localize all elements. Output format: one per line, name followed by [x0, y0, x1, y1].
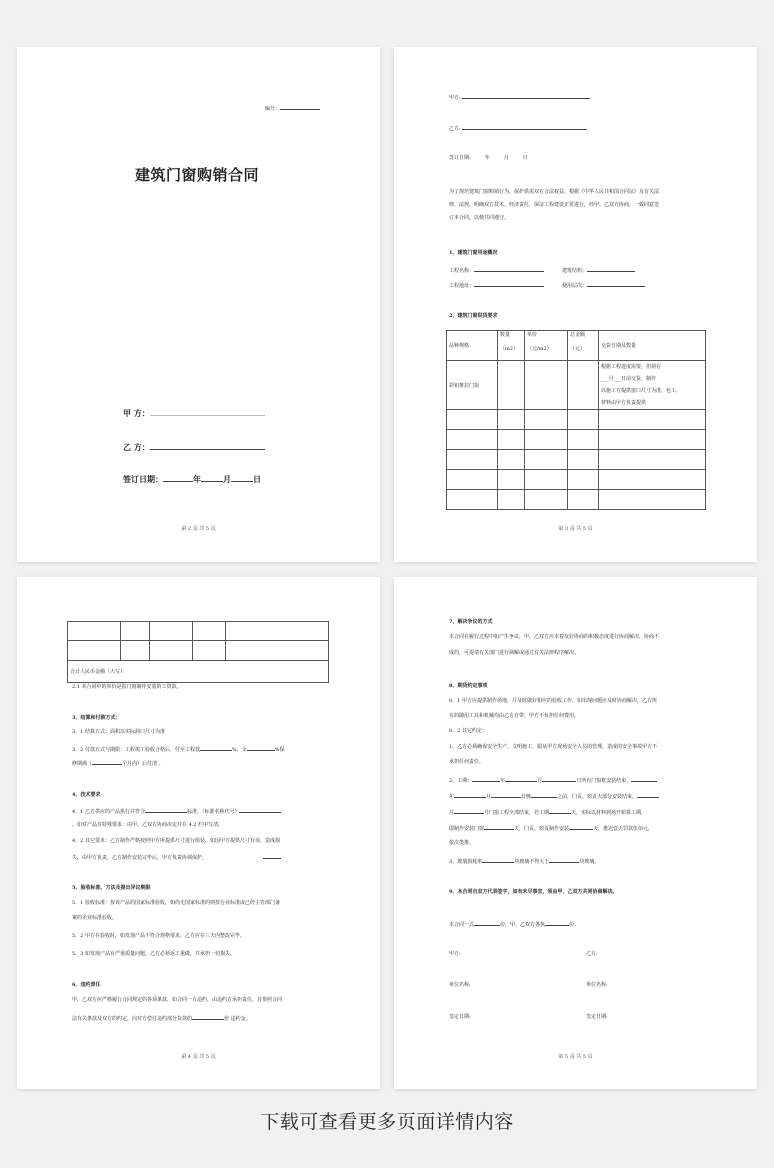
- header-text: 数量: [500, 332, 511, 338]
- date-blank: [542, 776, 576, 782]
- s4-1-line2: ，如对产品有特殊要求：由甲、乙双方协商决定并在 4.2 栏中写清。: [72, 822, 224, 828]
- s8-2-1-line2: 承担任何责任。: [449, 759, 485, 765]
- party-a-label: 甲方:: [449, 95, 461, 101]
- glass-text: 块玻璃不得大于: [514, 859, 550, 865]
- table-cell: [568, 490, 599, 510]
- schedule-text: 年: [500, 778, 506, 784]
- table-cell: [525, 430, 568, 450]
- party-a-row: [123, 408, 265, 419]
- schedule-text: 月: [449, 810, 455, 816]
- party-b-label: 乙 方：: [123, 442, 150, 452]
- project-address-blank: [474, 281, 544, 287]
- s8-1-line1: 8．1 甲方应提供制作场地，并及时做好相应的验收工作，如出现问题应及时协商解决，乙方所: [449, 698, 657, 704]
- party-b-blank: [150, 444, 265, 450]
- table-header-cell: 交货日期及数量: [599, 331, 706, 361]
- table-cell: [525, 470, 568, 490]
- table-header-row: [447, 331, 706, 361]
- table-cell: [68, 622, 121, 641]
- s8-2-2-line1: [449, 776, 657, 785]
- s5-2: 5．2 甲方在验收时，如发现产品不符合规格要求，乙方应在三天内整改完毕。: [72, 933, 245, 939]
- section-9: 9、本合同自双方代表签字，如有未尽事宜，须由甲、乙双方共同协商解决。: [449, 889, 618, 895]
- intro-paragraph: [449, 186, 659, 225]
- day-blank: [231, 476, 253, 482]
- section-3-title: 3、结算和付款方式：: [72, 715, 121, 721]
- s3-2-text: 个月内）后付清 。: [122, 761, 164, 767]
- table-header-cell: [498, 331, 525, 361]
- table-cell: [599, 430, 706, 450]
- building-structure-blank: [587, 266, 635, 272]
- s4-text: 失，由甲方负责，乙方制作安装完毕后，甲方负责协调保护。: [72, 855, 208, 861]
- page-five: [394, 577, 757, 1089]
- table-cell: [150, 641, 193, 661]
- contract-number-row: [265, 104, 320, 113]
- table-cell: [525, 410, 568, 430]
- schedule-text: 即制作安装门窗: [449, 826, 485, 832]
- supply-table-continued: [67, 621, 329, 683]
- month-blank: [201, 476, 223, 482]
- s4-1-line1: [72, 807, 281, 816]
- building-structure-label: 建筑结构：: [562, 268, 588, 274]
- table-cell: [568, 361, 599, 410]
- delivery-note-line: 根据工程进度需要，但须在: [601, 364, 662, 370]
- project-name-label: 工程名称：: [449, 268, 475, 274]
- s8-2-2-line5: 依次类推。: [449, 840, 475, 846]
- copies-text: 本合同一式: [449, 922, 475, 928]
- days-blank: [569, 824, 593, 830]
- year-blank: [163, 476, 193, 482]
- s3-2-text: 3．2 付款方式与期限：工程竣工验收合格后，付至工程款: [72, 747, 200, 753]
- table-cell: [568, 430, 599, 450]
- contract-title: 建筑门窗购销合同: [135, 166, 260, 184]
- schedule-text: 日晚: [521, 794, 532, 800]
- usage-floor-label: 使用层次：: [562, 283, 588, 289]
- copies-text: 份，甲、乙双方各执: [500, 922, 546, 928]
- sign-unit-a: 单位名称:: [449, 982, 471, 988]
- usage-floor-blank: [587, 281, 645, 287]
- intro-line-2: 律、法规，明确双方技术、经济责任，保证工程建设正常进行，经甲、乙双方协商，一致同意签: [449, 202, 660, 208]
- party-a-row: [449, 93, 590, 102]
- table-row: [68, 622, 329, 641]
- days-blank: [549, 808, 571, 814]
- table-cell: [193, 622, 226, 641]
- sign-unit-b: 单位名称:: [586, 982, 608, 988]
- table-cell: [599, 361, 706, 410]
- table-cell: [121, 622, 150, 641]
- table-cell: [599, 410, 706, 430]
- intro-line-1: 为了规范建筑门窗购销行为，保护供需双方合法权益，根据《中华人民共和国合同法》及有关法: [449, 189, 660, 195]
- table-cell: [226, 622, 329, 641]
- s6-text: 法有关条款及双方的约定，向对方偿付违约部分货款的: [72, 1016, 193, 1022]
- copies-text: 份。: [569, 922, 580, 928]
- table-row: [447, 450, 706, 470]
- schedule-text: 日所有门窗框安装结束，: [576, 778, 632, 784]
- s5-1-line1: 5．1 验收标准：按该产品的国家标准验收，如尚无国家标准的则按行业标准或已经主管部门备: [72, 900, 280, 906]
- s3-2-text: %，余: [231, 747, 247, 753]
- s8-2-2-line2: [449, 792, 659, 801]
- s4-2-line1: 4．2 其它要求：乙方制作严格按照甲方所提供尺寸进行组装，如因甲方提供尺寸有误，造成损: [72, 838, 280, 844]
- delivery-note-line: 材料由甲方负责提供: [601, 400, 647, 406]
- table-cell: [498, 470, 525, 490]
- month-label: 月: [503, 155, 509, 161]
- usage-floor-row: [562, 281, 645, 290]
- copies-blank: [545, 920, 569, 926]
- number-blank: [280, 104, 320, 110]
- party-b-blank: [462, 124, 587, 130]
- schedule-text: 年: [449, 794, 455, 800]
- s6-line2: [72, 1014, 251, 1023]
- standard-code-blank: [239, 807, 281, 813]
- s4-2-line2: [72, 853, 281, 862]
- building-structure-row: [562, 266, 635, 275]
- page-cover: [17, 47, 380, 562]
- project-address-row: [449, 281, 544, 290]
- section-8-title: 8、期货约定事项: [449, 683, 488, 689]
- table-cell: [599, 470, 706, 490]
- table-row: [447, 361, 706, 410]
- glass-text: 3、玻璃损耗率: [449, 859, 483, 865]
- date-blank: [531, 792, 557, 798]
- date-blank: [472, 776, 500, 782]
- year-label: 年: [193, 474, 201, 484]
- schedule-text: 2、工期：: [449, 778, 473, 784]
- header-text: 单价: [527, 332, 538, 338]
- s6-line1: 甲、乙双方应严格履行合同规定的各项条款，如合同一方违约，由违约方承担责任，并参照合同: [72, 997, 283, 1003]
- date-blank: [491, 792, 521, 798]
- party-b-label: 乙方:: [449, 126, 461, 132]
- s8-1-line2: 有的随用工具和机械均由乙方自带，甲方不负担任何费用。: [449, 713, 580, 719]
- project-name-row: [449, 266, 544, 275]
- supply-table: [446, 330, 706, 510]
- table-cell: [226, 641, 329, 661]
- download-caption[interactable]: 下载可查看更多页面详情内容: [260, 1111, 514, 1133]
- s5-3: 5．3 如发现产品有严重质量问题，乙方必须返工重做，并承担一切损失。: [72, 951, 235, 957]
- date-blank: [637, 792, 659, 798]
- s8-2-3: [449, 857, 599, 866]
- table-row: [447, 410, 706, 430]
- party-a-blank: [150, 410, 265, 416]
- date-blank: [631, 776, 657, 782]
- sign-party-a: 甲方:: [449, 951, 461, 957]
- page-three: [394, 47, 757, 562]
- year-label: 年: [484, 155, 490, 161]
- table-cell: 彩铝推拉门窗: [447, 361, 498, 410]
- note-2-1: 2.1 本合同中的单价是指门窗制作安装的工资款。: [72, 684, 182, 690]
- table-cell: [447, 450, 498, 470]
- section-2-title: 2、建筑门窗供货要求: [449, 313, 498, 319]
- s7-line1: 本合同在履行过程中如产生争议，甲、乙双方应本着友好协商的积极态度进行协商解决，协商不: [449, 634, 660, 640]
- multiple-blank: [192, 1014, 224, 1020]
- table-cell: [447, 410, 498, 430]
- delivery-note-line: ___月___日前交货，制作: [601, 376, 657, 382]
- sign-date-b: 签定日期:: [586, 1014, 608, 1020]
- table-cell: [498, 450, 525, 470]
- percent-blank: [247, 745, 275, 751]
- page-four: [17, 577, 380, 1089]
- sign-date-row: [449, 155, 528, 162]
- table-cell: [498, 490, 525, 510]
- intro-line-3: 订本合同，以便共同遵守。: [449, 215, 510, 221]
- copies-row: [449, 920, 579, 929]
- project-address-label: 工程地址：: [449, 283, 475, 289]
- table-cell: [568, 470, 599, 490]
- sign-date-row: [123, 474, 261, 485]
- s8-2-1-line1: 1、乙方必须确保安全生产、文明施工，服从甲方现场安全人员的管理，造成的安全事故甲方不: [449, 744, 658, 750]
- header-unit: （m2）: [500, 346, 518, 352]
- standard-blank: [145, 807, 187, 813]
- sign-date-label: 签订日期:: [449, 155, 471, 161]
- sign-date-label: 签订日期：: [123, 474, 163, 484]
- party-a-label: 甲 方：: [123, 408, 150, 418]
- table-cell: [525, 361, 568, 410]
- table-cell: [498, 361, 525, 410]
- s5-1-line2: 案的企业标准验收。: [72, 915, 118, 921]
- table-header-cell: 品种规格: [447, 331, 498, 361]
- count-blank: [549, 857, 579, 863]
- page-footer: 第 5 页 共 5 页: [558, 1054, 593, 1060]
- glass-text: 块玻璃。: [579, 859, 600, 865]
- percent-blank: [200, 745, 232, 751]
- table-cell: [121, 641, 150, 661]
- s3-2-line1: [72, 745, 285, 754]
- months-blank: [92, 759, 122, 765]
- schedule-text: 月: [537, 778, 543, 784]
- table-header-cell: [568, 331, 599, 361]
- table-row: [447, 430, 706, 450]
- section-7-title: 7、解决争议的方式: [449, 619, 493, 625]
- table-cell: [525, 450, 568, 470]
- section-4-title: 4、技术要求: [72, 792, 101, 798]
- table-cell: [447, 490, 498, 510]
- sign-date-a: 签定日期:: [449, 1014, 471, 1020]
- section-6-title: 6、违约责任: [72, 982, 101, 988]
- month-label: 月: [223, 474, 231, 484]
- party-a-blank: [462, 93, 590, 99]
- table-cell: [525, 490, 568, 510]
- trailing-blank: [263, 853, 281, 859]
- header-unit: （元）: [570, 346, 586, 352]
- table-cell: [150, 622, 193, 641]
- table-cell: [193, 641, 226, 661]
- days-blank: [484, 824, 514, 830]
- schedule-text: 天，门页、窗页制作安装: [514, 826, 570, 832]
- schedule-text: 月: [486, 794, 492, 800]
- table-cell: [68, 641, 121, 661]
- s3-2-text: 修期满（: [72, 761, 93, 767]
- table-cell: [599, 490, 706, 510]
- schedule-text: 之前，门页、窗页大部分安装结束，: [557, 794, 638, 800]
- table-cell: [568, 410, 599, 430]
- s6-text: 倍 违约金。: [224, 1016, 251, 1022]
- date-blank: [454, 808, 484, 814]
- table-row: [68, 641, 329, 661]
- header-unit: （元/m2）: [527, 346, 552, 352]
- schedule-text: 天，实际以材料到场开始算工期，: [571, 810, 647, 816]
- table-cell: [447, 430, 498, 450]
- s8-2-2-line3: [449, 808, 646, 817]
- page-footer: 第 2 页 共 5 页: [181, 526, 216, 532]
- table-row: [447, 490, 706, 510]
- total-row: [68, 661, 329, 683]
- s3-2-line2: [72, 759, 164, 768]
- table-cell: [498, 430, 525, 450]
- day-label: 日: [253, 474, 261, 484]
- day-label: 日: [522, 155, 528, 161]
- s8-2: 8．2 其它约定：: [449, 728, 487, 734]
- total-rmb-cell: 合计人民币金额（大写）：: [68, 661, 329, 683]
- section-5-title: 5、验收标准、方法及提出异议期限: [72, 885, 151, 891]
- table-cell: [447, 470, 498, 490]
- section-1-title: 1、建筑门窗用途概况: [449, 250, 498, 256]
- schedule-text: 天，推迟壹天罚款伍佰元，: [593, 826, 654, 832]
- page-footer: 第 4 页 共 5 页: [181, 1054, 216, 1060]
- project-name-blank: [474, 266, 544, 272]
- s3-2-text: %保: [274, 747, 285, 753]
- party-b-row: [123, 442, 265, 453]
- table-header-cell: [525, 331, 568, 361]
- s7-line2: 成的，可提请有关部门进行调解或通过有关法律程序解决。: [449, 650, 580, 656]
- s3-1: 3．1 结算方式：面积以实际洞口尺寸为准: [72, 729, 165, 735]
- number-label: 编号：: [265, 106, 281, 112]
- s8-2-2-line4: [449, 824, 653, 833]
- header-text: 总金额: [570, 332, 586, 338]
- delivery-note-line: 以施工方提供窗口尺寸为准，包工，: [601, 388, 682, 394]
- count-blank: [482, 857, 514, 863]
- date-blank: [505, 776, 537, 782]
- table-cell: [498, 410, 525, 430]
- date-blank: [454, 792, 486, 798]
- schedule-text: 号门窗工程全部结束，若工期: [484, 810, 550, 816]
- table-row: [447, 470, 706, 490]
- sign-party-b: 乙方:: [586, 951, 598, 957]
- page-footer: 第 3 页 共 5 页: [558, 526, 593, 532]
- table-cell: [599, 450, 706, 470]
- table-cell: [568, 450, 599, 470]
- s4-text: 标准。（标准名称代号）: [186, 809, 240, 815]
- s4-text: 4．1 乙方供应的产品执行并符合: [72, 809, 145, 815]
- copies-blank: [474, 920, 500, 926]
- party-b-row: [449, 124, 587, 133]
